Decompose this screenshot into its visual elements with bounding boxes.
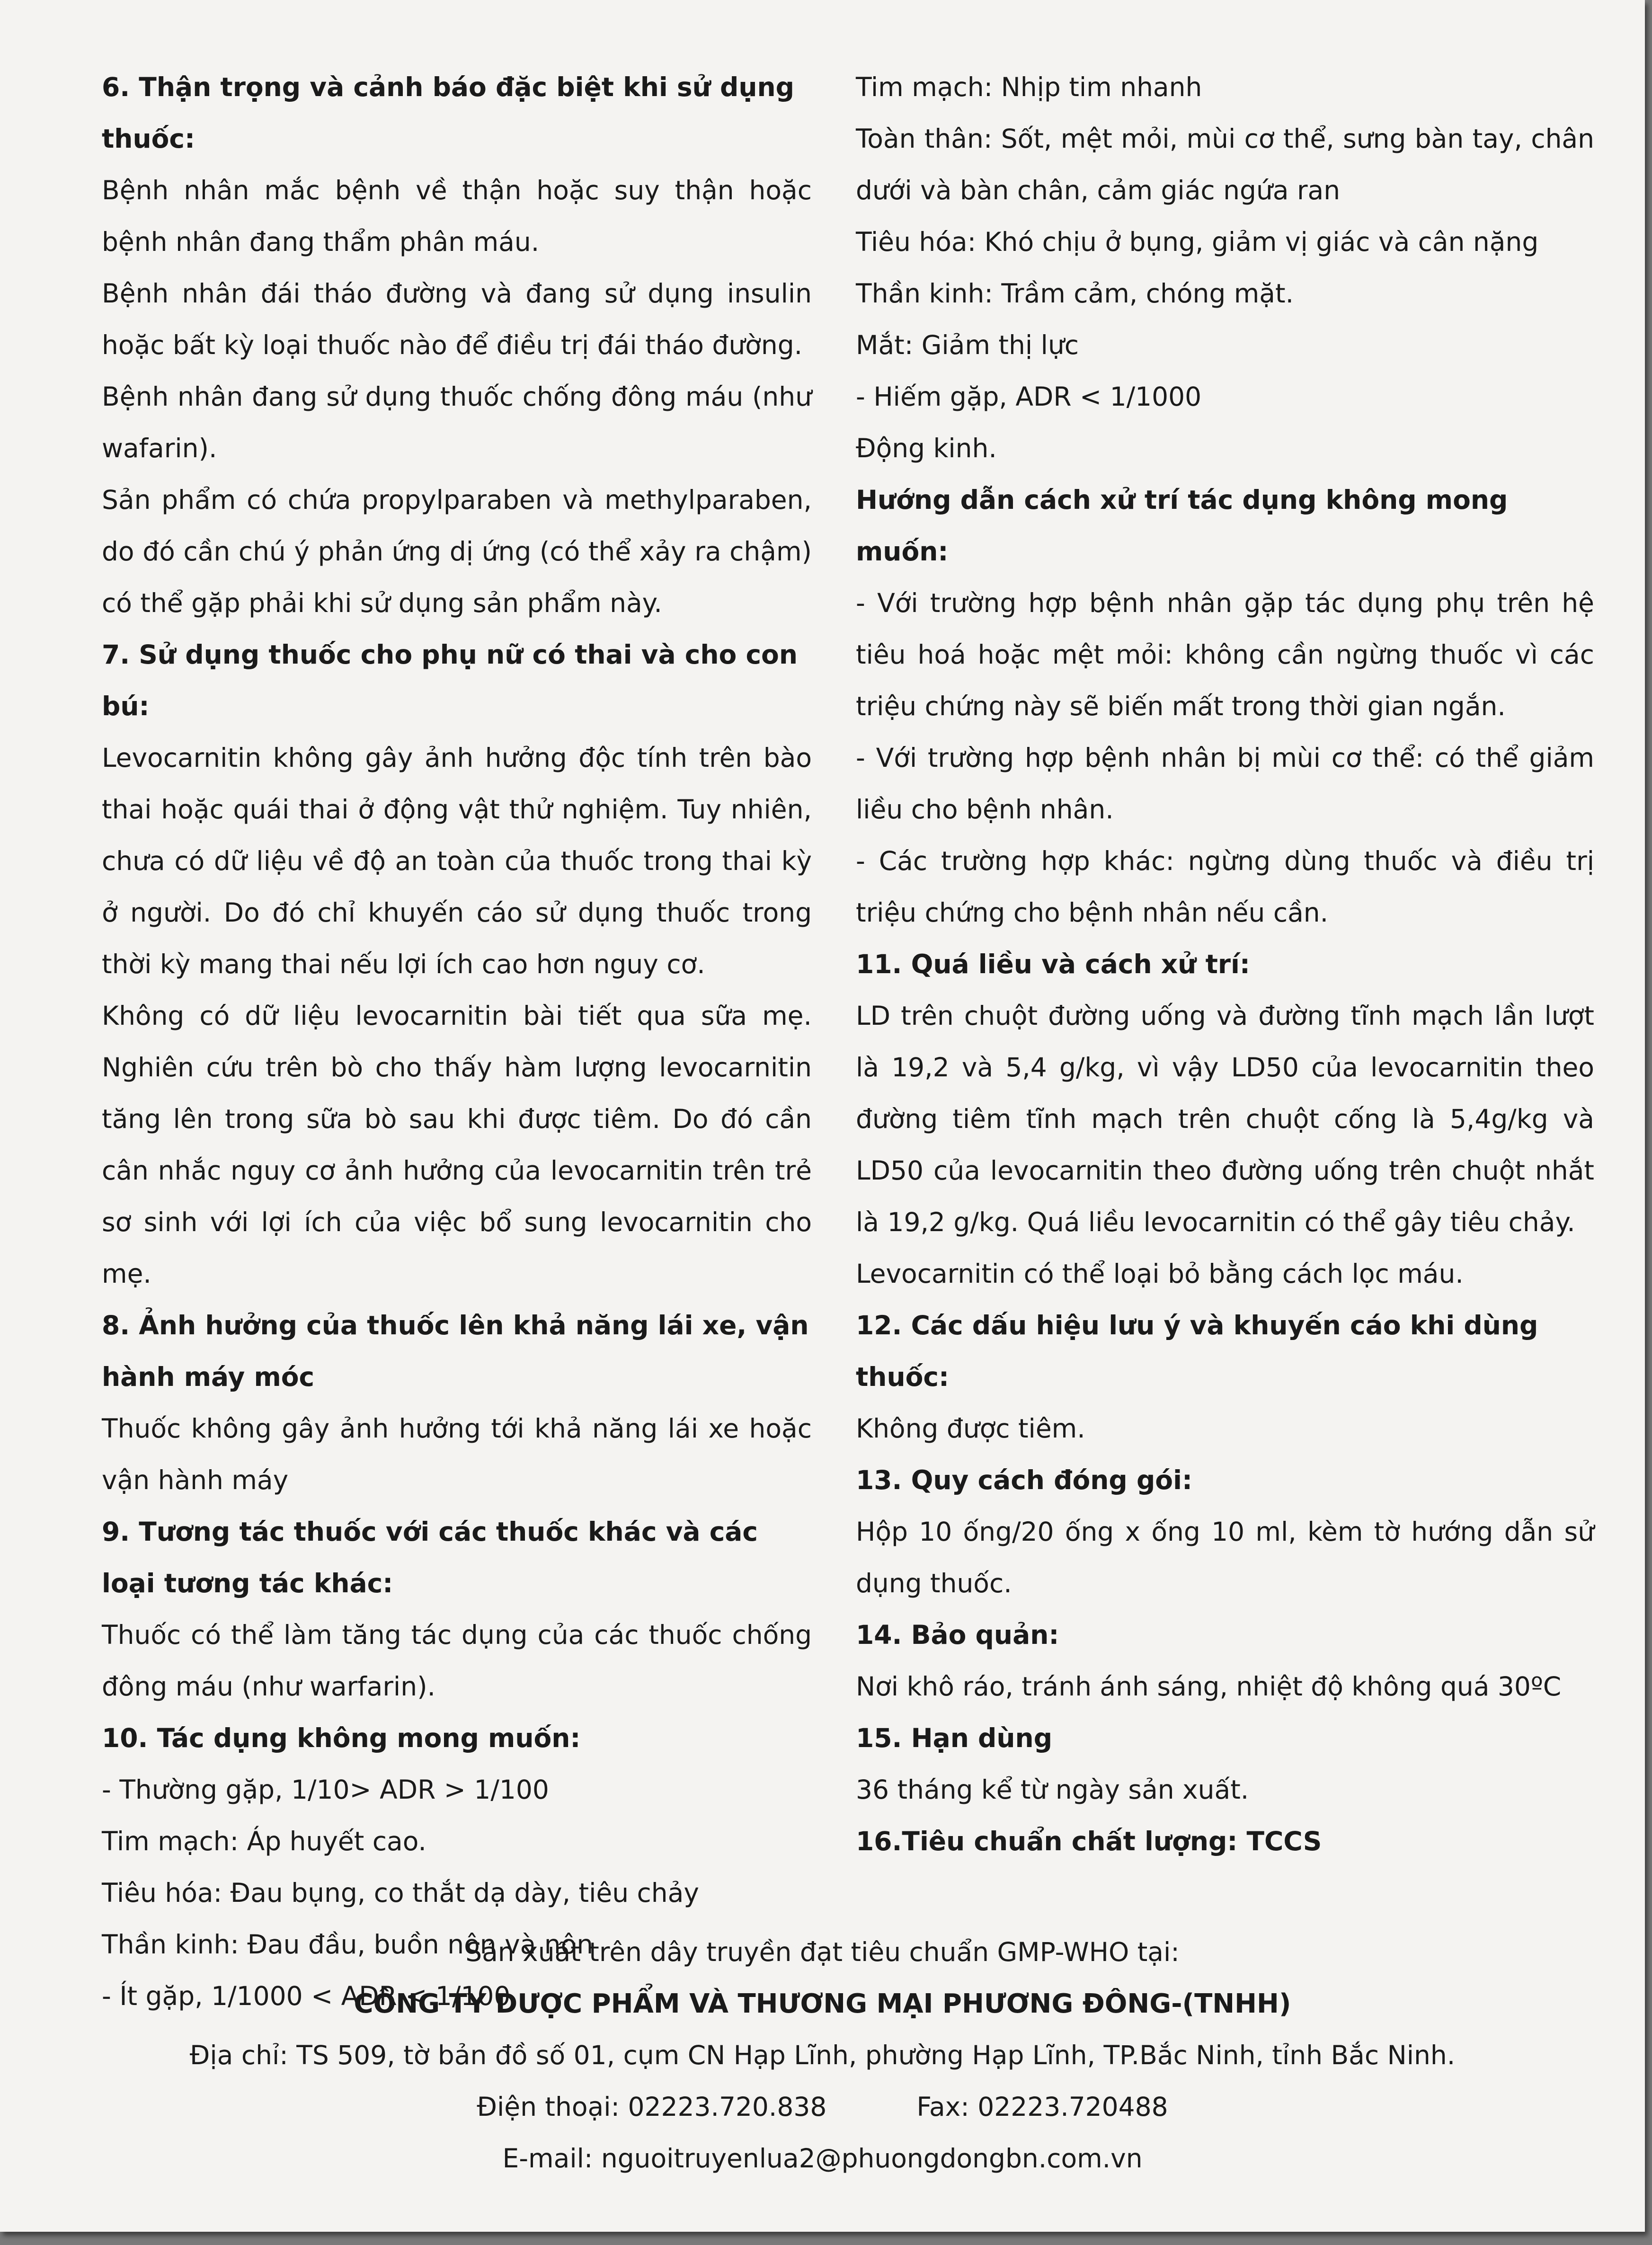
section-heading: 10. Tác dụng không mong muốn: — [102, 1723, 581, 1753]
made-by-line: Sản xuất trên dây truyền đạt tiêu chuẩn GMP-WHO tại: — [465, 1937, 1180, 1967]
paragraph: - Ít gặp, 1/1000 < ADR < 1/100 — [102, 1981, 511, 2011]
paragraph: Thần kinh: Trầm cảm, chóng mặt. — [856, 278, 1294, 309]
paragraph: Thuốc có thể làm tăng tác dụng của các thuốc chống đông máu (như warfarin). — [102, 1620, 812, 1702]
paragraph: Bệnh nhân đái tháo đường và đang sử dụng insulin hoặc bất kỳ loại thuốc nào để điều trị đái tháo đường. — [102, 278, 812, 360]
paragraph: Levocarnitin không gây ảnh hưởng độc tính trên bào thai hoặc quái thai ở động vật thử nghiệm. Tuy nhiên, chưa có dữ liệu về độ an toàn của thuốc trong thai kỳ ở người. Do đó chỉ khuyến cáo sử dụng thuốc trong thời kỳ mang thai nếu lợi ích cao hơn nguy cơ. — [102, 743, 812, 979]
paragraph: Nơi khô ráo, tránh ánh sáng, nhiệt độ không quá 30ºC — [856, 1671, 1562, 1702]
paragraph: Thần kinh: Đau đầu, buồn nôn và nôn — [102, 1929, 594, 1960]
paragraph: Bệnh nhân đang sử dụng thuốc chống đông máu (như wafarin). — [102, 382, 812, 463]
section-heading: 11. Quá liều và cách xử trí: — [856, 949, 1250, 979]
paragraph: - Các trường hợp khác: ngừng dùng thuốc và điều trị triệu chứng cho bệnh nhân nếu cần. — [856, 846, 1594, 928]
paragraph: 36 tháng kể từ ngày sản xuất. — [856, 1775, 1249, 1805]
paragraph: Không được tiêm. — [856, 1413, 1085, 1444]
paragraph: Hộp 10 ống/20 ống x ống 10 ml, kèm tờ hướng dẫn sử dụng thuốc. — [856, 1517, 1594, 1598]
paragraph: - Với trường hợp bệnh nhân bị mùi cơ thể: có thể giảm liều cho bệnh nhân. — [856, 743, 1594, 825]
paragraph: - Với trường hợp bệnh nhân gặp tác dụng phụ trên hệ tiêu hoá hoặc mệt mỏi: không cần ngừng thuốc vì các triệu chứng này sẽ biến mất trong thời gian ngắn. — [856, 588, 1594, 721]
paragraph: Levocarnitin có thể loại bỏ bằng cách lọc máu. — [856, 1259, 1464, 1289]
section-heading: 8. Ảnh hưởng của thuốc lên khả năng lái xe, vận hành máy móc — [102, 1310, 809, 1392]
right-column — [856, 62, 1594, 1867]
paragraph: Toàn thân: Sốt, mệt mỏi, mùi cơ thể, sưng bàn tay, chân dưới và bàn chân, cảm giác ngứa ran — [856, 124, 1594, 205]
email-address: E-mail: nguoitruyenlua2@phuongdongbn.com.vn — [502, 2143, 1143, 2174]
paragraph: Tiêu hóa: Khó chịu ở bụng, giảm vị giác và cân nặng — [856, 227, 1539, 257]
section-heading: 9. Tương tác thuốc với các thuốc khác và các loại tương tác khác: — [102, 1517, 758, 1598]
section-heading: 12. Các dấu hiệu lưu ý và khuyến cáo khi dùng thuốc: — [856, 1310, 1538, 1392]
paragraph: Sản phẩm có chứa propylparaben và methylparaben, do đó cần chú ý phản ứng dị ứng (có thể xảy ra chậm) có thể gặp phải khi sử dụng sản phẩm này. — [102, 485, 812, 618]
paragraph: Tiêu hóa: Đau bụng, co thắt dạ dày, tiêu chảy — [102, 1878, 699, 1908]
paragraph: Thuốc không gây ảnh hưởng tới khả năng lái xe hoặc vận hành máy — [102, 1413, 812, 1495]
fax-number: Fax: 02223.720488 — [916, 2092, 1168, 2122]
section-heading: 15. Hạn dùng — [856, 1723, 1053, 1753]
paragraph: - Thường gặp, 1/10> ADR > 1/100 — [102, 1775, 549, 1805]
paragraph: Tim mạch: Áp huyết cao. — [102, 1826, 426, 1856]
section-heading: 6. Thận trọng và cảnh báo đặc biệt khi sử dụng thuốc: — [102, 72, 795, 154]
paragraph: Tim mạch: Nhịp tim nhanh — [856, 72, 1202, 102]
left-column — [102, 62, 812, 2022]
paragraph: Động kinh. — [856, 433, 997, 463]
phone-number: Điện thoại: 02223.720.838 — [477, 2092, 827, 2122]
company-address: Địa chỉ: TS 509, tờ bản đồ số 01, cụm CN Hạp Lĩnh, phường Hạp Lĩnh, TP.Bắc Ninh, tỉnh Bắc Ninh. — [189, 2040, 1456, 2070]
section-heading: 7. Sử dụng thuốc cho phụ nữ có thai và cho con bú: — [102, 639, 798, 721]
paragraph: LD trên chuột đường uống và đường tĩnh mạch lần lượt là 19,2 và 5,4 g/kg, vì vậy LD50 của levocarnitin theo đường tiêm tĩnh mạch trên chuột cống là 5,4g/kg và LD50 của levocarnitin theo đường uống trên chuột nhắt là 19,2 g/kg. Quá liều levocarnitin có thể gây tiêu chảy. — [856, 1001, 1594, 1237]
paragraph: - Hiếm gặp, ADR < 1/1000 — [856, 382, 1202, 412]
contact-row — [0, 2081, 1645, 2133]
section-heading: 16.Tiêu chuẩn chất lượng: TCCS — [856, 1826, 1322, 1856]
paragraph: Bệnh nhân mắc bệnh về thận hoặc suy thận hoặc bệnh nhân đang thẩm phân máu. — [102, 175, 812, 257]
company-name: CÔNG TY DƯỢC PHẨM VÀ THƯƠNG MẠI PHƯƠNG ĐÔNG-(TNHH) — [354, 1988, 1291, 2019]
section-heading: Hướng dẫn cách xử trí tác dụng không mong muốn: — [856, 485, 1508, 567]
section-heading: 14. Bảo quản: — [856, 1620, 1059, 1650]
paragraph: Mắt: Giảm thị lực — [856, 330, 1079, 360]
section-heading: 13. Quy cách đóng gói: — [856, 1465, 1192, 1495]
paragraph: Không có dữ liệu levocarnitin bài tiết qua sữa mẹ. Nghiên cứu trên bò cho thấy hàm lượng levocarnitin tăng lên trong sữa bò sau khi được tiêm. Do đó cần cân nhắc nguy cơ ảnh hưởng của levocarnitin trên trẻ sơ sinh với lợi ích của việc bổ sung levocarnitin cho mẹ. — [102, 1001, 812, 1289]
manufacturer-footer — [0, 1926, 1645, 2184]
